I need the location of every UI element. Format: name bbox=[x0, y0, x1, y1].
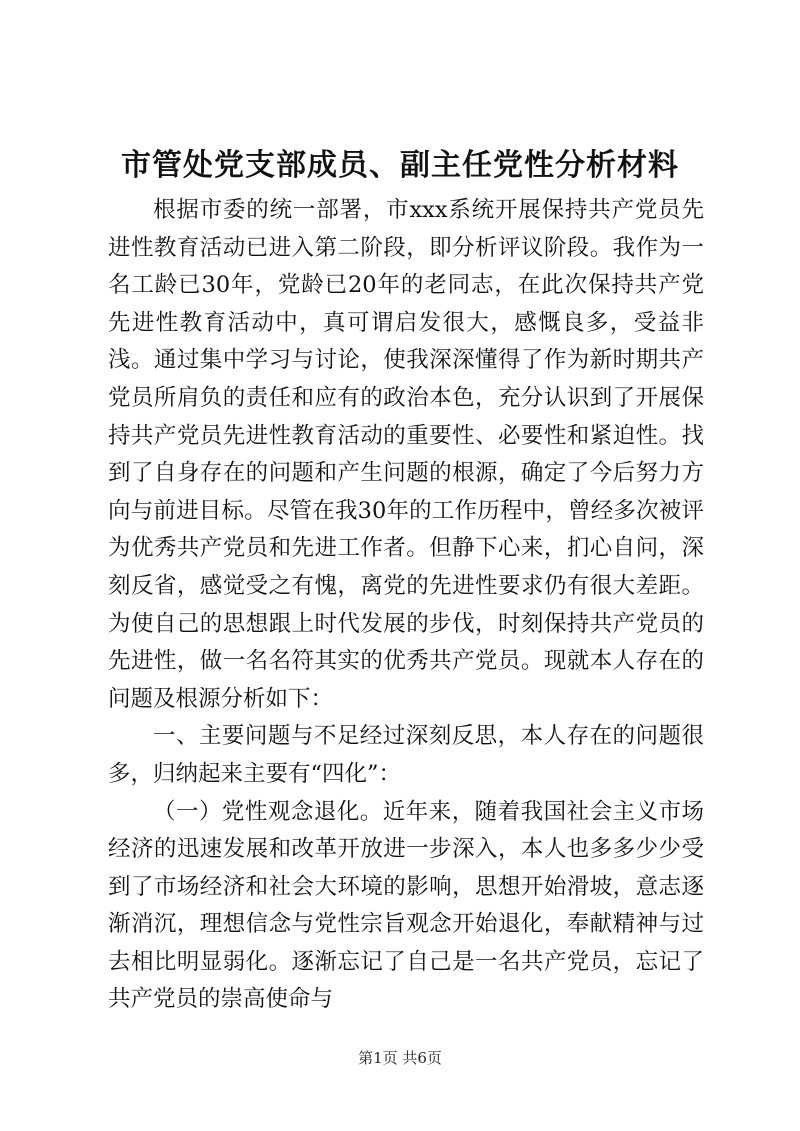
page-footer: 第1页 共6页 bbox=[358, 1049, 442, 1067]
paragraph-party-spirit: （一）党性观念退化。近年来，随着我国社会主义市场经济的迅速发展和改革开放进一步深入，本人也多多少少受到了市场经济和社会大环境的影响，思想开始滑坡，意志逐渐消沉，理想信念与党性宗旨观念开始退化，奉献精神与过去相比明显弱化。逐渐忘记了自己是一名共产党员，忘记了共产党员的崇高使命与 bbox=[108, 798, 704, 1013]
paragraph-intro: 根据市委的统一部署，市xxx系统开展保持共产党员先进性教育活动已进入第二阶段，即分析评议阶段。我作为一名工龄已30年，党龄已20年的老同志，在此次保持共产党先进性教育活动中，真可谓启发很大，感慨良多，受益非浅。通过集中学习与讨论，使我深深懂得了作为新时期共产党员所肩负的责任和应有的政治本色，充分认识到了开展保持共产党员先进性教育活动的重要性、必要性和紧迫性。找到了自身存在的问题和产生问题的根源，确定了今后努力方向与前进目标。尽管在我30年的工作历程中，曾经多次被评为优秀共产党员和先进工作者。但静下心来，扪心自问，深刻反省，感觉受之有愧，离党的先进性要求仍有很大差距。为使自己的思想跟上时代发展的步伐，时刻保持共产党员的先进性，做一名名符其实的优秀共产党员。现就本人存在的问题及根源分析如下： bbox=[108, 197, 704, 712]
document-body bbox=[108, 192, 704, 1019]
document-title: 市管处党支部成员、副主任党性分析材料 bbox=[121, 148, 679, 183]
paragraph-main-problems: 一、主要问题与不足经过深刻反思，本人存在的问题很多，归纳起来主要有“四化”： bbox=[108, 723, 704, 787]
